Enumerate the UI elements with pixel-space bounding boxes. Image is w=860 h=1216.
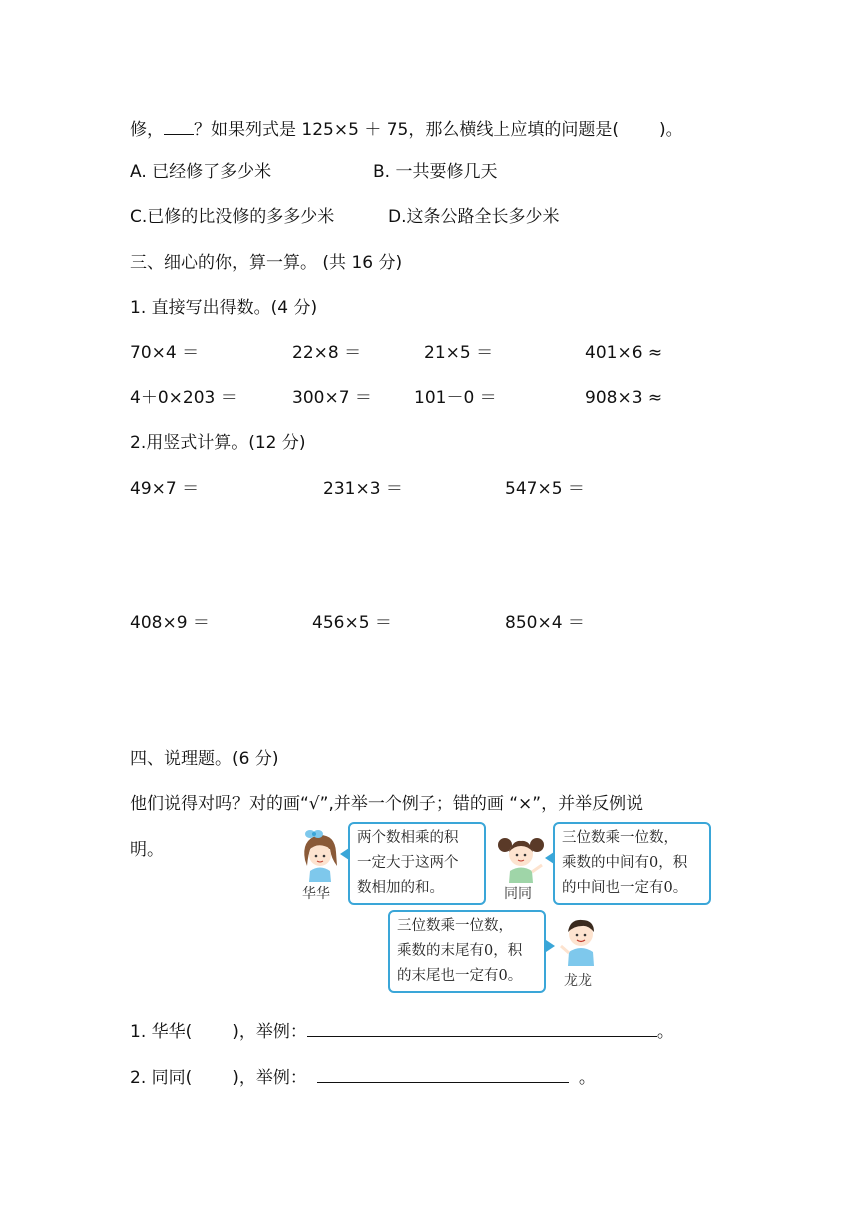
oral-calc-7: 101－0 ＝ [414,388,497,408]
huahua-name: 华华 [302,886,330,902]
girl-icon [296,826,344,882]
huahua-speech-line: 一定大于这两个 [357,855,459,871]
vertical-calc-6: 850×4 ＝ [505,613,585,633]
section-4-title: 四、说理题。(6 分) [130,749,279,769]
vertical-calc-5: 456×5 ＝ [312,613,392,633]
bubble-tail [546,940,555,952]
option-b: B. 一共要修几天 [373,162,498,182]
longlong-speech-line: 乘数的末尾有0，积 [397,943,523,959]
oral-calc-2: 22×8 ＝ [292,343,362,363]
oral-calc-6: 300×7 ＝ [292,388,372,408]
vertical-calc-3: 547×5 ＝ [505,479,585,499]
huahua-figure [296,826,344,887]
answer-1-end: 。 [656,1022,674,1042]
option-c: C.已修的比没修的多多少米 [130,207,335,227]
longlong-speech-line: 三位数乘一位数， [397,918,513,934]
tongtong-speech-line: 乘数的中间有0，积 [562,855,688,871]
example-blank[interactable] [317,1064,569,1083]
question-end: )。 [658,120,683,140]
oral-calc-1: 70×4 ＝ [130,343,200,363]
tongtong-figure [495,831,547,888]
longlong-figure [556,914,606,971]
example-blank[interactable] [307,1018,657,1037]
tongtong-speech-line: 三位数乘一位数， [562,830,678,846]
part-2-title: 2.用竖式计算。(12 分) [130,433,306,453]
question-start: 修， [130,120,164,140]
option-a: A. 已经修了多少米 [130,162,272,182]
vertical-calc-4: 408×9 ＝ [130,613,210,633]
oral-calc-8: 908×3 ≈ [585,388,663,408]
tongtong-name: 同同 [504,886,532,902]
longlong-speech-bubble [388,910,546,993]
tongtong-speech-line: 的中间也一定有0。 [562,880,688,896]
tongtong-speech-bubble [553,822,711,905]
huahua-speech-line: 数相加的和。 [357,880,444,896]
boy-icon [556,914,606,966]
answer-1-prefix: 1. 华华( [130,1022,193,1042]
answer-line-2 [130,1064,596,1090]
part-1-title: 1. 直接写出得数。(4 分) [130,298,318,318]
section-3-title: 三、细心的你，算一算。 (共 16 分) [130,253,403,273]
answer-2-end: 。 [578,1068,596,1088]
girl-icon [495,831,547,883]
section-4-intro-line-2: 明。 [130,840,164,860]
vertical-calc-1: 49×7 ＝ [130,479,200,499]
option-d: D.这条公路全长多少米 [388,207,560,227]
huahua-speech-bubble [348,822,486,905]
huahua-speech-line: 两个数相乘的积 [357,830,459,846]
section-4-intro-line-1: 他们说得对吗？对的画“√”,并举一个例子；错的画 “×”，并举反例说 [130,794,644,814]
longlong-speech-line: 的末尾也一定有0。 [397,968,523,984]
vertical-calc-2: 231×3 ＝ [323,479,403,499]
oral-calc-4: 401×6 ≈ [585,343,663,363]
question-line [130,116,683,142]
answer-2-mid: )，举例： [232,1068,307,1088]
question-text: ？如果列式是 125×5 ＋ 75，那么横线上应填的问题是( [194,120,619,140]
oral-calc-3: 21×5 ＝ [424,343,494,363]
question-blank [164,116,194,135]
oral-calc-5: 4＋0×203 ＝ [130,388,238,408]
answer-1-mid: )，举例： [232,1022,307,1042]
answer-line-1 [130,1018,674,1044]
longlong-name: 龙龙 [564,973,592,989]
answer-2-prefix: 2. 同同( [130,1068,193,1088]
